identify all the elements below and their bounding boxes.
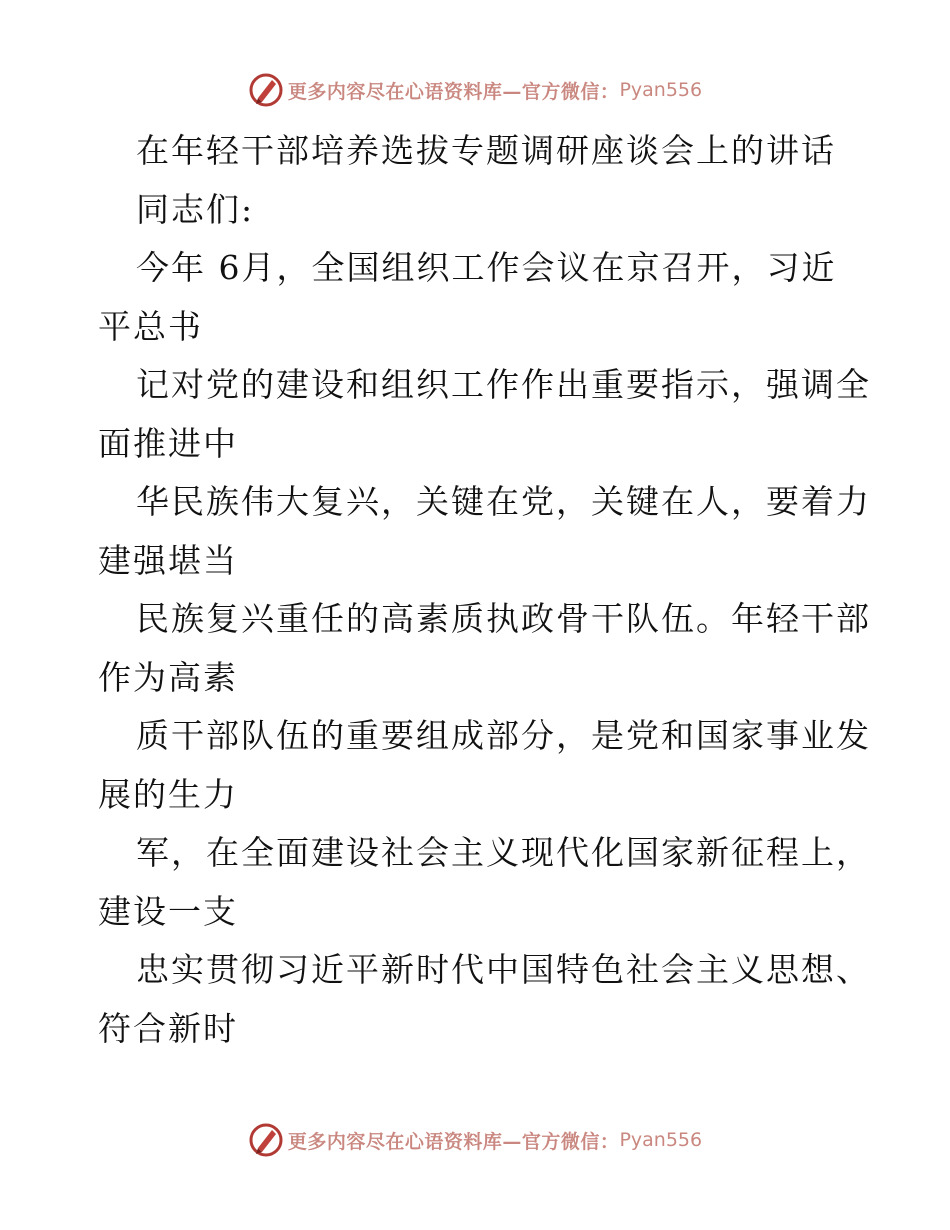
text-line: 质干部队伍的重要组成部分，是党和国家事业发 xyxy=(136,716,871,755)
text-line: 在年轻干部培养选拔专题调研座谈会上的讲话 xyxy=(136,131,836,170)
text-line: 军，在全面建设社会主义现代化国家新征程上， xyxy=(136,833,871,872)
text-line: 平总书 xyxy=(98,306,203,346)
watermark-banner-bottom xyxy=(0,1120,950,1160)
text-line: 同志们: xyxy=(136,189,255,229)
watermark-banner-top xyxy=(0,70,950,110)
text-line: 建设一支 xyxy=(98,891,238,931)
watermark-wechat-id: Pyan556 xyxy=(619,79,703,101)
text-line: 记对党的建设和组织工作作出重要指示，强调全 xyxy=(136,365,871,404)
text-line: 民族复兴重任的高素质执政骨干队伍。年轻干部 xyxy=(136,599,871,638)
pen-logo-icon xyxy=(248,1122,284,1158)
watermark-wechat-label: 官方微信： xyxy=(521,1130,620,1153)
text-line: 华民族伟大复兴，关键在党，关键在人，要着力 xyxy=(136,482,871,521)
watermark-wechat-label: 官方微信： xyxy=(521,80,620,103)
text-line: 展的生力 xyxy=(98,774,238,814)
text-line: 面推进中 xyxy=(98,423,238,463)
text-line: 作为高素 xyxy=(98,657,238,697)
text-line: 今年 6月，全国组织工作会议在京召开，习近 xyxy=(136,248,837,287)
text-line: 忠实贯彻习近平新时代中国特色社会主义思想、 xyxy=(136,950,871,989)
text-line: 建强堪当 xyxy=(98,540,238,580)
watermark-text: 更多内容尽在心语资料库— xyxy=(287,1130,522,1153)
pen-logo-icon xyxy=(248,72,284,108)
watermark-text: 更多内容尽在心语资料库— xyxy=(287,80,522,103)
text-line: 符合新时 xyxy=(98,1008,238,1048)
watermark-wechat-id: Pyan556 xyxy=(619,1129,703,1151)
document-body xyxy=(98,122,871,1058)
